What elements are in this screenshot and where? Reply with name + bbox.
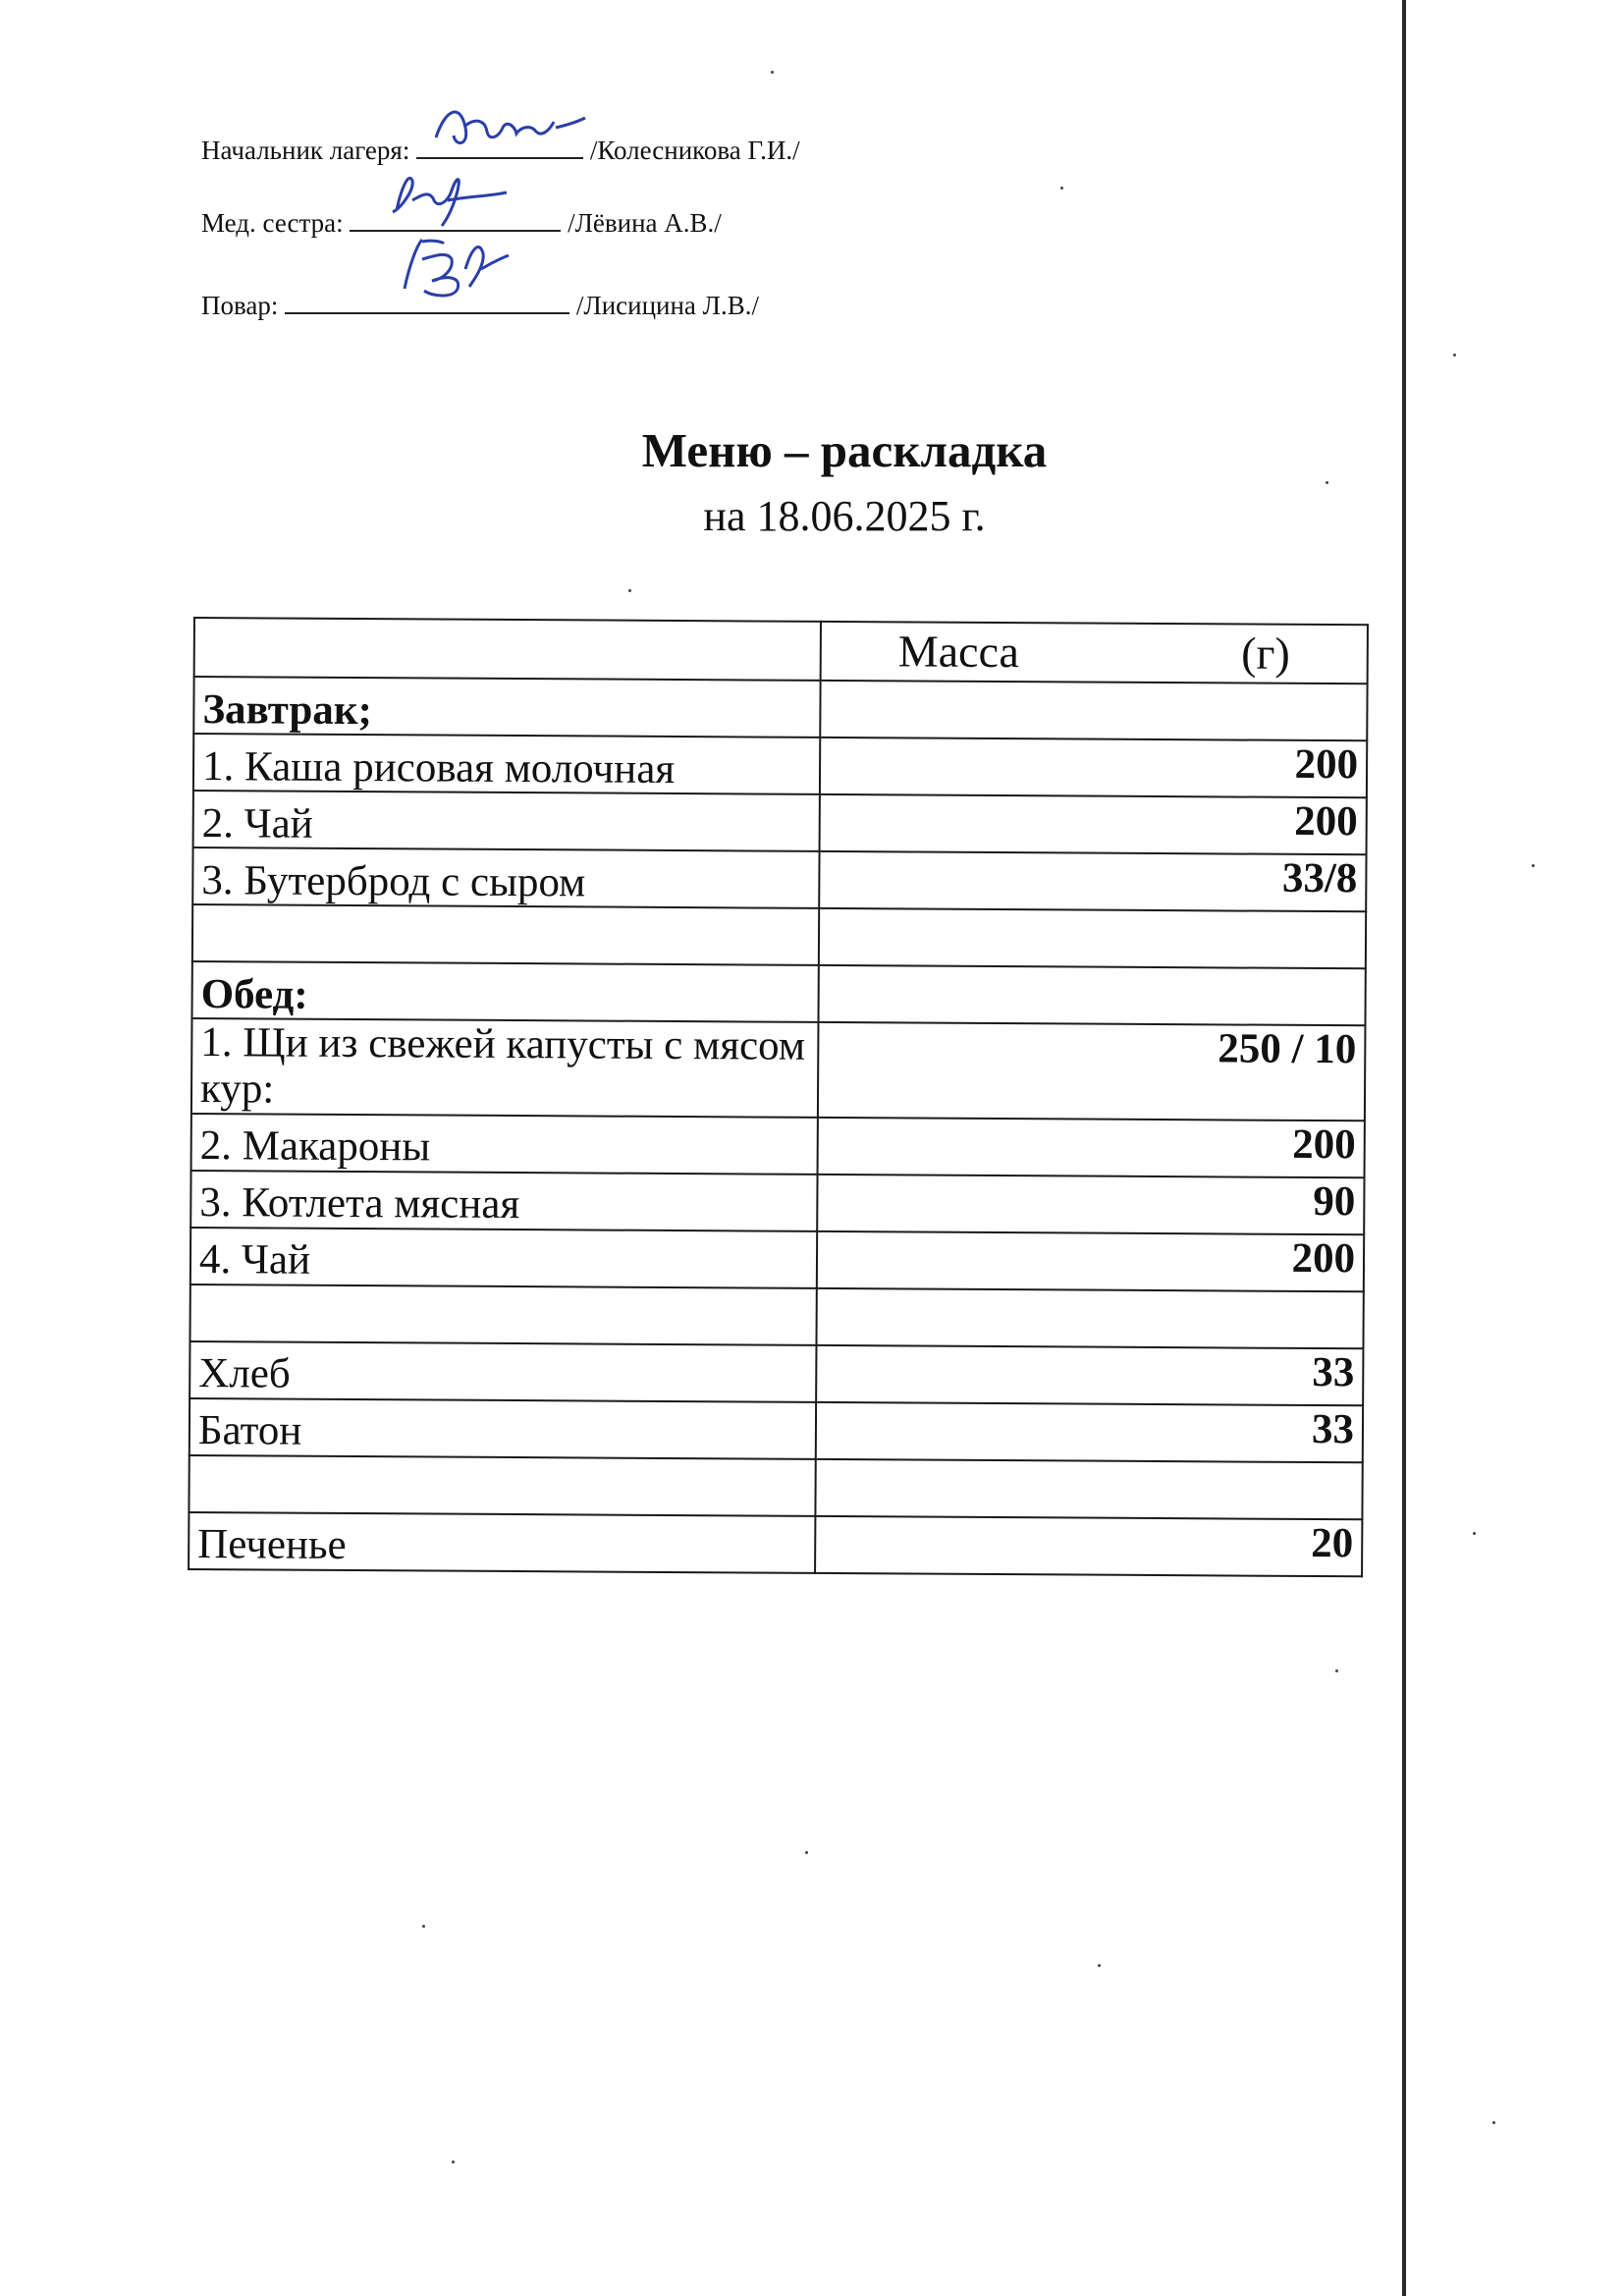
header-mass-label: Масса	[897, 626, 1020, 677]
dish-mass: 200	[820, 794, 1367, 854]
dish-name: 1. Щи из свежей капусты с мясом кур:	[191, 1018, 819, 1117]
scan-speck	[452, 2160, 455, 2163]
signature-role: Начальник лагеря:	[201, 136, 410, 165]
signature-underline	[285, 291, 569, 314]
section-label: Обед:	[192, 961, 819, 1022]
dish-mass	[816, 1287, 1363, 1347]
handwritten-signature	[426, 98, 593, 157]
header-empty-cell	[194, 618, 821, 681]
page-edge-line	[1402, 0, 1406, 2296]
empty-row	[189, 1285, 1363, 1348]
header-unit-label: (г)	[1241, 628, 1290, 679]
dish-mass: 200	[818, 1117, 1365, 1176]
menu-item-row	[189, 1341, 1363, 1405]
scan-speck	[1098, 1964, 1101, 1967]
dish-mass: 20	[815, 1515, 1362, 1575]
scan-speck	[422, 1925, 425, 1928]
dish-name	[192, 904, 819, 965]
menu-item-row	[189, 1512, 1362, 1576]
dish-mass: 200	[817, 1230, 1364, 1290]
scan-speck	[1453, 354, 1456, 356]
dish-mass: 250 / 10	[818, 1022, 1366, 1121]
menu-item-row	[190, 1228, 1364, 1291]
empty-row	[192, 904, 1366, 968]
dish-mass: 33/8	[819, 851, 1366, 911]
signature-underline	[350, 208, 561, 232]
dish-name	[189, 1455, 815, 1516]
menu-item-row	[193, 734, 1367, 797]
dish-name: Печенье	[189, 1512, 815, 1573]
dish-mass	[815, 1458, 1362, 1518]
menu-item-row	[193, 791, 1367, 854]
scan-speck	[1060, 187, 1063, 190]
dish-name: 4. Чай	[190, 1228, 817, 1288]
dish-name: Батон	[189, 1398, 816, 1459]
handwritten-signature	[393, 230, 677, 308]
dish-name: 2. Чай	[193, 791, 820, 851]
document-title: Меню – раскладка	[641, 423, 1048, 477]
signature-role: Мед. сестра:	[201, 208, 344, 238]
dish-mass	[818, 965, 1365, 1025]
menu-item-row	[191, 1114, 1365, 1177]
empty-row	[189, 1455, 1362, 1519]
scan-speck	[1532, 864, 1535, 867]
scan-speck	[628, 589, 631, 592]
signature-underline	[416, 136, 583, 159]
document-date: на 18.06.2025 г.	[703, 492, 986, 540]
dish-name: 2. Макароны	[191, 1114, 818, 1175]
menu-table	[188, 617, 1369, 1577]
table-header-row	[194, 618, 1368, 683]
scan-speck	[771, 71, 774, 74]
dish-name	[189, 1285, 816, 1345]
scan-speck	[1326, 481, 1328, 484]
menu-item-row	[191, 1018, 1366, 1121]
signature-name: /Лёвина А.В./	[568, 208, 722, 238]
signature-line-cook	[201, 291, 759, 321]
dish-name: 3. Котлета мясная	[190, 1171, 817, 1231]
dish-mass	[820, 681, 1367, 740]
dish-mass	[819, 908, 1366, 968]
dish-mass: 90	[817, 1174, 1364, 1233]
dish-mass: 200	[820, 738, 1367, 797]
menu-item-row	[190, 1171, 1364, 1234]
scan-speck	[805, 1851, 808, 1854]
dish-mass: 33	[816, 1344, 1363, 1404]
section-row	[192, 961, 1366, 1025]
dish-name: 3. Бутерброд с сыром	[192, 847, 819, 908]
signature-name: /Лисицина Л.В./	[575, 291, 759, 320]
signature-role: Повар:	[201, 291, 279, 320]
menu-item-row	[189, 1398, 1363, 1462]
signature-name: /Колесникова Г.И./	[589, 136, 800, 165]
dish-name: 1. Каша рисовая молочная	[193, 734, 820, 794]
dish-name: Хлеб	[189, 1341, 816, 1402]
scan-speck	[1335, 1669, 1338, 1672]
scan-speck	[1492, 2121, 1495, 2124]
menu-item-row	[192, 847, 1366, 911]
scan-speck	[1473, 1532, 1476, 1535]
section-row	[193, 677, 1367, 740]
section-label: Завтрак;	[193, 677, 820, 738]
handwritten-signature	[379, 161, 590, 230]
header-mass-cell	[821, 622, 1368, 683]
dish-mass: 33	[816, 1401, 1363, 1461]
